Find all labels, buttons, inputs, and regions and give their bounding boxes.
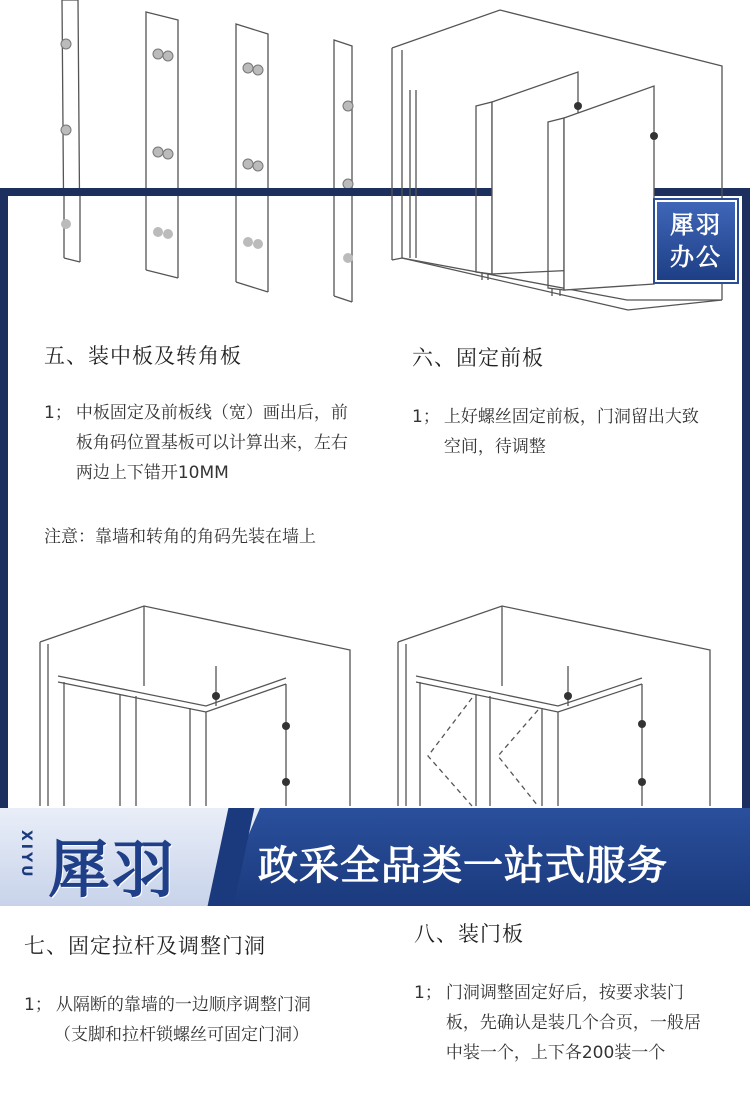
- brand-badge: [655, 200, 737, 282]
- slogan-banner: [0, 808, 750, 906]
- step-five-body: [44, 398, 364, 488]
- step-eight-body: [414, 978, 714, 1068]
- banner-brand-text: 犀羽: [48, 833, 177, 906]
- step-eight-item: [414, 978, 714, 1068]
- step-six-item-text: 上好螺丝固定前板，门洞留出大致空间，待调整: [443, 407, 699, 457]
- step-five-note: 注意：靠墙和转角的角码先装在墙上: [44, 527, 316, 547]
- step-seven-body: [24, 990, 384, 1050]
- step-six-title: 六、固定前板: [412, 346, 544, 370]
- banner-xiyu-text: XIYU: [18, 830, 34, 880]
- step-six-body: [412, 402, 712, 462]
- badge-line2: 办公: [670, 243, 722, 271]
- tie-rod-illustration: [40, 606, 360, 806]
- banner-slogan-text: 政采全品类一站式服务: [258, 843, 668, 889]
- step-seven-sub: （支脚和拉杆锁螺丝可固定门洞）: [54, 1025, 309, 1045]
- step-seven-title: 七、固定拉杆及调整门洞: [24, 934, 266, 958]
- step-eight-item-num: 1；: [414, 983, 442, 1003]
- step-seven-item-text: 从隔断的靠墙的一边顺序调整门洞: [55, 995, 311, 1015]
- door-panel-illustration: [398, 606, 718, 806]
- step-five-item: [44, 398, 364, 488]
- panel-bracket-illustration-lower: [0, 196, 380, 316]
- step-seven-item: [24, 990, 384, 1020]
- step-five-item-num: 1；: [44, 403, 72, 423]
- step-seven-item-num: 1；: [24, 995, 52, 1015]
- step-six-item: [412, 402, 712, 462]
- step-six-item-num: 1；: [412, 407, 440, 427]
- step-eight-item-text: 门洞调整固定好后，按要求装门板，先确认是装几个合页，一般居中装一个，上下各200装一个: [445, 983, 701, 1063]
- step-five-title: 五、装中板及转角板: [44, 344, 242, 368]
- step-eight-title: 八、装门板: [414, 922, 524, 946]
- badge-line1: 犀羽: [670, 211, 722, 239]
- step-five-item-text: 中板固定及前板线（宽）画出后，前板角码位置基板可以计算出来，左右两边上下错开10MM: [75, 403, 348, 483]
